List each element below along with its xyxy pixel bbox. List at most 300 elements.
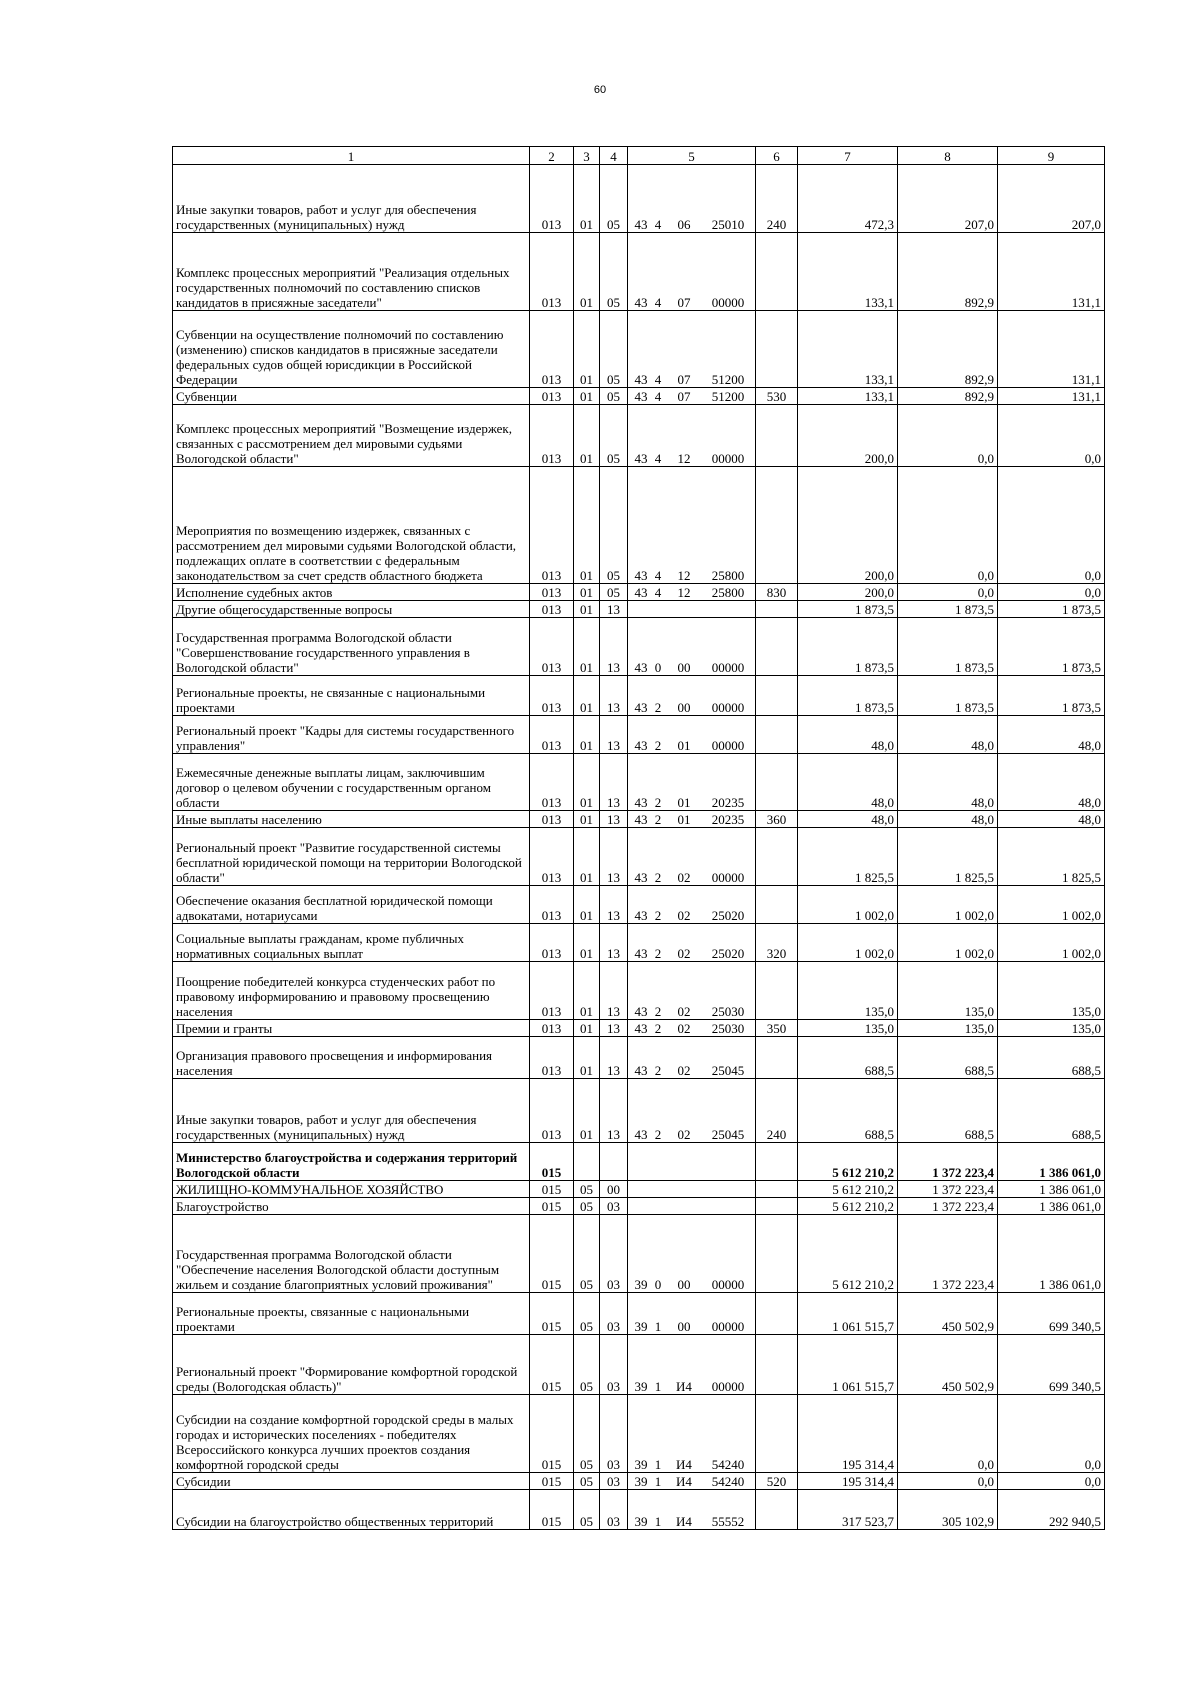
amount-col7-cell: 200,0 bbox=[798, 405, 898, 467]
expense-type-cell bbox=[756, 233, 798, 311]
subsection-code-cell: 13 bbox=[600, 1020, 628, 1037]
section-code-cell: 01 bbox=[574, 467, 600, 584]
amount-col8-cell: 450 502,9 bbox=[898, 1293, 998, 1335]
target-article-cell bbox=[628, 584, 756, 601]
target-article-part: 2 bbox=[654, 1021, 662, 1036]
amount-col9-cell: 1 873,5 bbox=[998, 601, 1105, 618]
amount-col8-cell: 1 002,0 bbox=[898, 886, 998, 924]
amount-col9-cell: 1 386 061,0 bbox=[998, 1198, 1105, 1215]
subsection-code-cell: 13 bbox=[600, 886, 628, 924]
target-article-part: 4 bbox=[654, 372, 662, 387]
amount-col7-cell: 688,5 bbox=[798, 1037, 898, 1079]
section-code-cell: 01 bbox=[574, 716, 600, 754]
table-row bbox=[173, 1181, 1105, 1198]
section-code-cell: 01 bbox=[574, 584, 600, 601]
table-row bbox=[173, 1143, 1105, 1181]
item-name-cell: Региональный проект "Кадры для системы государственного управления" bbox=[173, 716, 530, 754]
target-article-cell bbox=[628, 828, 756, 886]
ministry-code-cell: 015 bbox=[530, 1335, 574, 1395]
target-article-part: 07 bbox=[677, 372, 691, 387]
ministry-code-cell: 013 bbox=[530, 311, 574, 388]
item-name-cell: Министерство благоустройства и содержания территорий Вологодской области bbox=[173, 1143, 530, 1181]
subsection-code-cell bbox=[600, 1143, 628, 1181]
ministry-code-cell: 015 bbox=[530, 1395, 574, 1473]
section-code-cell: 05 bbox=[574, 1293, 600, 1335]
target-article-part: 1 bbox=[654, 1379, 662, 1394]
column-header: 1 bbox=[173, 147, 530, 165]
amount-col9-cell: 1 825,5 bbox=[998, 828, 1105, 886]
amount-col8-cell: 0,0 bbox=[898, 584, 998, 601]
target-article-cell bbox=[628, 388, 756, 405]
amount-col7-cell: 195 314,4 bbox=[798, 1473, 898, 1490]
table-row bbox=[173, 1335, 1105, 1395]
expense-type-cell bbox=[756, 1215, 798, 1293]
table-row bbox=[173, 1079, 1105, 1143]
table-row bbox=[173, 886, 1105, 924]
expense-type-cell: 360 bbox=[756, 811, 798, 828]
table-row bbox=[173, 311, 1105, 388]
item-name-cell: Региональный проект "Формирование комфортной городской среды (Вологодская область)" bbox=[173, 1335, 530, 1395]
amount-col7-cell: 1 825,5 bbox=[798, 828, 898, 886]
subsection-code-cell: 05 bbox=[600, 584, 628, 601]
subsection-code-cell: 03 bbox=[600, 1293, 628, 1335]
ministry-code-cell: 013 bbox=[530, 1020, 574, 1037]
amount-col9-cell: 135,0 bbox=[998, 962, 1105, 1020]
target-article-part: 00 bbox=[677, 660, 691, 675]
target-article-part: 02 bbox=[677, 1004, 691, 1019]
expense-type-cell: 240 bbox=[756, 1079, 798, 1143]
expense-type-cell bbox=[756, 828, 798, 886]
target-article-part: 00000 bbox=[711, 1319, 745, 1334]
subsection-code-cell: 13 bbox=[600, 962, 628, 1020]
target-article-part: 43 bbox=[634, 295, 648, 310]
subsection-code-cell: 13 bbox=[600, 1079, 628, 1143]
subsection-code-cell: 00 bbox=[600, 1181, 628, 1198]
amount-col7-cell: 195 314,4 bbox=[798, 1395, 898, 1473]
amount-col9-cell: 699 340,5 bbox=[998, 1335, 1105, 1395]
amount-col8-cell: 1 372 223,4 bbox=[898, 1215, 998, 1293]
ministry-code-cell: 013 bbox=[530, 618, 574, 676]
section-code-cell: 05 bbox=[574, 1490, 600, 1530]
target-article-part: 2 bbox=[654, 738, 662, 753]
expense-type-cell bbox=[756, 618, 798, 676]
table-row bbox=[173, 467, 1105, 584]
expense-type-cell: 530 bbox=[756, 388, 798, 405]
ministry-code-cell: 013 bbox=[530, 828, 574, 886]
item-name-cell: Субвенции на осуществление полномочий по составлению (изменению) списков кандидатов в присяжные заседатели федеральных судов общей юрисдикции в Российской Федерации bbox=[173, 311, 530, 388]
table-row bbox=[173, 1473, 1105, 1490]
target-article-part: 43 bbox=[634, 700, 648, 715]
amount-col8-cell: 135,0 bbox=[898, 1020, 998, 1037]
amount-col9-cell: 0,0 bbox=[998, 584, 1105, 601]
amount-col7-cell: 1 002,0 bbox=[798, 924, 898, 962]
expense-type-cell: 830 bbox=[756, 584, 798, 601]
target-article-part: 00000 bbox=[711, 1379, 745, 1394]
amount-col8-cell: 0,0 bbox=[898, 405, 998, 467]
target-article-part: 51200 bbox=[711, 389, 745, 404]
expense-type-cell bbox=[756, 1181, 798, 1198]
target-article-cell bbox=[628, 618, 756, 676]
target-article-cell bbox=[628, 676, 756, 716]
ministry-code-cell: 015 bbox=[530, 1490, 574, 1530]
amount-col7-cell: 1 873,5 bbox=[798, 601, 898, 618]
ministry-code-cell: 015 bbox=[530, 1473, 574, 1490]
target-article-part: 4 bbox=[654, 451, 662, 466]
amount-col7-cell: 135,0 bbox=[798, 962, 898, 1020]
amount-col8-cell: 1 372 223,4 bbox=[898, 1181, 998, 1198]
section-code-cell: 01 bbox=[574, 388, 600, 405]
target-article-part: 00000 bbox=[711, 870, 745, 885]
target-article-cell bbox=[628, 1335, 756, 1395]
ministry-code-cell: 013 bbox=[530, 676, 574, 716]
budget-table bbox=[172, 146, 1105, 1530]
section-code-cell: 01 bbox=[574, 924, 600, 962]
target-article-part: 12 bbox=[677, 451, 691, 466]
amount-col8-cell: 0,0 bbox=[898, 1473, 998, 1490]
target-article-part: 02 bbox=[677, 1127, 691, 1142]
section-code-cell: 01 bbox=[574, 1020, 600, 1037]
target-article-part: 25800 bbox=[711, 585, 745, 600]
target-article-part: 25800 bbox=[711, 568, 745, 583]
expense-type-cell bbox=[756, 601, 798, 618]
target-article-part: 39 bbox=[634, 1319, 648, 1334]
item-name-cell: Мероприятия по возмещению издержек, связанных с рассмотрением дел мировыми судьями Вологодской области, подлежащих оплате в соответствии с федеральным законодательством за счет средств областного бюджета bbox=[173, 467, 530, 584]
target-article-part: 43 bbox=[634, 1063, 648, 1078]
table-row bbox=[173, 1020, 1105, 1037]
subsection-code-cell: 13 bbox=[600, 924, 628, 962]
amount-col8-cell: 688,5 bbox=[898, 1037, 998, 1079]
target-article-part: 4 bbox=[654, 585, 662, 600]
target-article-part: 2 bbox=[654, 1127, 662, 1142]
target-article-part: 2 bbox=[654, 795, 662, 810]
target-article-part: 43 bbox=[634, 1004, 648, 1019]
subsection-code-cell: 05 bbox=[600, 165, 628, 233]
target-article-part: 4 bbox=[654, 295, 662, 310]
target-article-part: 02 bbox=[677, 946, 691, 961]
target-article-cell bbox=[628, 1143, 756, 1181]
amount-col9-cell: 1 386 061,0 bbox=[998, 1143, 1105, 1181]
table-row bbox=[173, 165, 1105, 233]
amount-col7-cell: 200,0 bbox=[798, 584, 898, 601]
target-article-part: 25030 bbox=[711, 1021, 745, 1036]
amount-col9-cell: 688,5 bbox=[998, 1037, 1105, 1079]
target-article-part: 12 bbox=[677, 585, 691, 600]
table-row bbox=[173, 601, 1105, 618]
amount-col8-cell: 892,9 bbox=[898, 311, 998, 388]
target-article-cell bbox=[628, 601, 756, 618]
amount-col8-cell: 48,0 bbox=[898, 716, 998, 754]
item-name-cell: Государственная программа Вологодской области "Совершенствование государственного управления в Вологодской области" bbox=[173, 618, 530, 676]
target-article-cell bbox=[628, 962, 756, 1020]
amount-col8-cell: 135,0 bbox=[898, 962, 998, 1020]
amount-col8-cell: 892,9 bbox=[898, 388, 998, 405]
amount-col9-cell: 1 873,5 bbox=[998, 618, 1105, 676]
target-article-part: 43 bbox=[634, 795, 648, 810]
amount-col7-cell: 48,0 bbox=[798, 754, 898, 811]
target-article-part: 25045 bbox=[711, 1127, 745, 1142]
target-article-part: 00000 bbox=[711, 738, 745, 753]
ministry-code-cell: 013 bbox=[530, 388, 574, 405]
target-article-part: 00000 bbox=[711, 295, 745, 310]
table-row bbox=[173, 1490, 1105, 1530]
target-article-cell bbox=[628, 716, 756, 754]
ministry-code-cell: 013 bbox=[530, 962, 574, 1020]
section-code-cell: 01 bbox=[574, 311, 600, 388]
table-row bbox=[173, 618, 1105, 676]
target-article-part: 02 bbox=[677, 1021, 691, 1036]
amount-col9-cell: 48,0 bbox=[998, 754, 1105, 811]
table-row bbox=[173, 811, 1105, 828]
target-article-part: 39 bbox=[634, 1379, 648, 1394]
section-code-cell: 01 bbox=[574, 601, 600, 618]
expense-type-cell bbox=[756, 467, 798, 584]
target-article-part: 39 bbox=[634, 1277, 648, 1292]
ministry-code-cell: 013 bbox=[530, 1037, 574, 1079]
section-code-cell: 01 bbox=[574, 962, 600, 1020]
subsection-code-cell: 05 bbox=[600, 467, 628, 584]
amount-col9-cell: 292 940,5 bbox=[998, 1490, 1105, 1530]
expense-type-cell bbox=[756, 1293, 798, 1335]
amount-col7-cell: 5 612 210,2 bbox=[798, 1215, 898, 1293]
subsection-code-cell: 13 bbox=[600, 828, 628, 886]
ministry-code-cell: 013 bbox=[530, 811, 574, 828]
item-name-cell: Субвенции bbox=[173, 388, 530, 405]
column-header: 9 bbox=[998, 147, 1105, 165]
section-code-cell: 01 bbox=[574, 828, 600, 886]
target-article-part: 20235 bbox=[711, 812, 745, 827]
amount-col9-cell: 48,0 bbox=[998, 811, 1105, 828]
expense-type-cell bbox=[756, 754, 798, 811]
column-header: 7 bbox=[798, 147, 898, 165]
target-article-cell bbox=[628, 1293, 756, 1335]
table-row bbox=[173, 924, 1105, 962]
target-article-part: И4 bbox=[676, 1474, 692, 1489]
amount-col9-cell: 48,0 bbox=[998, 716, 1105, 754]
target-article-part: 43 bbox=[634, 451, 648, 466]
table-row bbox=[173, 1037, 1105, 1079]
target-article-part: И4 bbox=[676, 1379, 692, 1394]
target-article-part: 01 bbox=[677, 795, 691, 810]
target-article-part: 43 bbox=[634, 870, 648, 885]
table-row bbox=[173, 1395, 1105, 1473]
target-article-part: 39 bbox=[634, 1474, 648, 1489]
ministry-code-cell: 013 bbox=[530, 165, 574, 233]
column-header: 3 bbox=[574, 147, 600, 165]
ministry-code-cell: 013 bbox=[530, 233, 574, 311]
table-row bbox=[173, 405, 1105, 467]
target-article-part: 25020 bbox=[711, 908, 745, 923]
section-code-cell: 05 bbox=[574, 1181, 600, 1198]
item-name-cell: ЖИЛИЩНО-КОММУНАЛЬНОЕ ХОЗЯЙСТВО bbox=[173, 1181, 530, 1198]
amount-col7-cell: 1 061 515,7 bbox=[798, 1293, 898, 1335]
amount-col8-cell: 207,0 bbox=[898, 165, 998, 233]
target-article-part: 1 bbox=[654, 1319, 662, 1334]
target-article-part: 07 bbox=[677, 295, 691, 310]
target-article-part: 00 bbox=[677, 1277, 691, 1292]
table-row bbox=[173, 962, 1105, 1020]
ministry-code-cell: 015 bbox=[530, 1143, 574, 1181]
item-name-cell: Премии и гранты bbox=[173, 1020, 530, 1037]
item-name-cell: Иные закупки товаров, работ и услуг для обеспечения государственных (муниципальных) нужд bbox=[173, 165, 530, 233]
item-name-cell: Социальные выплаты гражданам, кроме публичных нормативных социальных выплат bbox=[173, 924, 530, 962]
amount-col8-cell: 1 825,5 bbox=[898, 828, 998, 886]
amount-col9-cell: 1 386 061,0 bbox=[998, 1181, 1105, 1198]
subsection-code-cell: 05 bbox=[600, 233, 628, 311]
target-article-cell bbox=[628, 1037, 756, 1079]
amount-col9-cell: 135,0 bbox=[998, 1020, 1105, 1037]
amount-col9-cell: 0,0 bbox=[998, 467, 1105, 584]
expense-type-cell bbox=[756, 716, 798, 754]
target-article-part: 55552 bbox=[711, 1514, 745, 1529]
amount-col8-cell: 48,0 bbox=[898, 754, 998, 811]
target-article-part: 00000 bbox=[711, 1277, 745, 1292]
target-article-part: 25010 bbox=[711, 217, 745, 232]
ministry-code-cell: 013 bbox=[530, 924, 574, 962]
amount-col8-cell: 450 502,9 bbox=[898, 1335, 998, 1395]
amount-col9-cell: 131,1 bbox=[998, 388, 1105, 405]
section-code-cell: 01 bbox=[574, 886, 600, 924]
ministry-code-cell: 015 bbox=[530, 1198, 574, 1215]
ministry-code-cell: 015 bbox=[530, 1181, 574, 1198]
column-header: 8 bbox=[898, 147, 998, 165]
section-code-cell: 01 bbox=[574, 1079, 600, 1143]
subsection-code-cell: 03 bbox=[600, 1215, 628, 1293]
target-article-part: 25030 bbox=[711, 1004, 745, 1019]
target-article-part: 43 bbox=[634, 1021, 648, 1036]
target-article-part: 43 bbox=[634, 1127, 648, 1142]
ministry-code-cell: 013 bbox=[530, 716, 574, 754]
amount-col9-cell: 1 873,5 bbox=[998, 676, 1105, 716]
table-row bbox=[173, 1198, 1105, 1215]
amount-col8-cell: 1 873,5 bbox=[898, 618, 998, 676]
page-number: 60 bbox=[593, 84, 607, 96]
target-article-cell bbox=[628, 165, 756, 233]
amount-col9-cell: 1 002,0 bbox=[998, 924, 1105, 962]
target-article-cell bbox=[628, 405, 756, 467]
target-article-part: 20235 bbox=[711, 795, 745, 810]
section-code-cell: 01 bbox=[574, 1037, 600, 1079]
amount-col7-cell: 472,3 bbox=[798, 165, 898, 233]
item-name-cell: Ежемесячные денежные выплаты лицам, заключившим договор о целевом обучении с государственным органом области bbox=[173, 754, 530, 811]
subsection-code-cell: 03 bbox=[600, 1395, 628, 1473]
item-name-cell: Другие общегосударственные вопросы bbox=[173, 601, 530, 618]
target-article-part: 0 bbox=[654, 1277, 662, 1292]
target-article-part: 01 bbox=[677, 812, 691, 827]
target-article-part: 43 bbox=[634, 372, 648, 387]
section-code-cell: 01 bbox=[574, 165, 600, 233]
ministry-code-cell: 013 bbox=[530, 405, 574, 467]
target-article-part: 00000 bbox=[711, 451, 745, 466]
column-header: 2 bbox=[530, 147, 574, 165]
amount-col7-cell: 133,1 bbox=[798, 233, 898, 311]
target-article-cell bbox=[628, 1020, 756, 1037]
table-row bbox=[173, 828, 1105, 886]
target-article-part: 43 bbox=[634, 660, 648, 675]
item-name-cell: Государственная программа Вологодской области "Обеспечение населения Вологодской области доступным жильем и создание благоприятных условий проживания" bbox=[173, 1215, 530, 1293]
target-article-cell bbox=[628, 886, 756, 924]
subsection-code-cell: 13 bbox=[600, 1037, 628, 1079]
table-row bbox=[173, 584, 1105, 601]
target-article-part: И4 bbox=[676, 1457, 692, 1472]
ministry-code-cell: 013 bbox=[530, 886, 574, 924]
amount-col7-cell: 48,0 bbox=[798, 716, 898, 754]
ministry-code-cell: 013 bbox=[530, 601, 574, 618]
subsection-code-cell: 13 bbox=[600, 754, 628, 811]
target-article-part: 43 bbox=[634, 946, 648, 961]
expense-type-cell bbox=[756, 1490, 798, 1530]
section-code-cell: 05 bbox=[574, 1335, 600, 1395]
target-article-part: 02 bbox=[677, 1063, 691, 1078]
amount-col8-cell: 1 002,0 bbox=[898, 924, 998, 962]
item-name-cell: Субсидии bbox=[173, 1473, 530, 1490]
subsection-code-cell: 05 bbox=[600, 388, 628, 405]
ministry-code-cell: 013 bbox=[530, 467, 574, 584]
section-code-cell: 05 bbox=[574, 1198, 600, 1215]
target-article-part: 54240 bbox=[711, 1474, 745, 1489]
target-article-cell bbox=[628, 1181, 756, 1198]
amount-col9-cell: 207,0 bbox=[998, 165, 1105, 233]
target-article-part: 02 bbox=[677, 870, 691, 885]
amount-col9-cell: 688,5 bbox=[998, 1079, 1105, 1143]
item-name-cell: Исполнение судебных актов bbox=[173, 584, 530, 601]
amount-col8-cell: 1 873,5 bbox=[898, 601, 998, 618]
ministry-code-cell: 013 bbox=[530, 754, 574, 811]
target-article-part: 07 bbox=[677, 389, 691, 404]
expense-type-cell: 520 bbox=[756, 1473, 798, 1490]
target-article-cell bbox=[628, 924, 756, 962]
target-article-cell bbox=[628, 811, 756, 828]
amount-col8-cell: 0,0 bbox=[898, 1395, 998, 1473]
section-code-cell: 01 bbox=[574, 754, 600, 811]
section-code-cell: 01 bbox=[574, 811, 600, 828]
table-row bbox=[173, 1293, 1105, 1335]
amount-col9-cell: 131,1 bbox=[998, 311, 1105, 388]
target-article-part: 25045 bbox=[711, 1063, 745, 1078]
section-code-cell: 01 bbox=[574, 405, 600, 467]
expense-type-cell bbox=[756, 311, 798, 388]
table-row bbox=[173, 716, 1105, 754]
table-row bbox=[173, 233, 1105, 311]
column-header: 6 bbox=[756, 147, 798, 165]
section-code-cell bbox=[574, 1143, 600, 1181]
target-article-part: 39 bbox=[634, 1514, 648, 1529]
subsection-code-cell: 05 bbox=[600, 311, 628, 388]
target-article-cell bbox=[628, 1215, 756, 1293]
expense-type-cell: 240 bbox=[756, 165, 798, 233]
target-article-part: 43 bbox=[634, 389, 648, 404]
amount-col9-cell: 0,0 bbox=[998, 405, 1105, 467]
target-article-part: 39 bbox=[634, 1457, 648, 1472]
target-article-part: И4 bbox=[676, 1514, 692, 1529]
section-code-cell: 05 bbox=[574, 1395, 600, 1473]
item-name-cell: Комплекс процессных мероприятий "Реализация отдельных государственных полномочий по составлению списков кандидатов в присяжные заседатели" bbox=[173, 233, 530, 311]
amount-col8-cell: 892,9 bbox=[898, 233, 998, 311]
expense-type-cell bbox=[756, 962, 798, 1020]
amount-col8-cell: 688,5 bbox=[898, 1079, 998, 1143]
subsection-code-cell: 13 bbox=[600, 676, 628, 716]
amount-col7-cell: 5 612 210,2 bbox=[798, 1198, 898, 1215]
ministry-code-cell: 013 bbox=[530, 584, 574, 601]
expense-type-cell bbox=[756, 676, 798, 716]
ministry-code-cell: 015 bbox=[530, 1293, 574, 1335]
item-name-cell: Обеспечение оказания бесплатной юридической помощи адвокатами, нотариусами bbox=[173, 886, 530, 924]
amount-col7-cell: 135,0 bbox=[798, 1020, 898, 1037]
target-article-part: 01 bbox=[677, 738, 691, 753]
target-article-part: 43 bbox=[634, 585, 648, 600]
target-article-part: 2 bbox=[654, 946, 662, 961]
table-row bbox=[173, 388, 1105, 405]
amount-col7-cell: 1 002,0 bbox=[798, 886, 898, 924]
